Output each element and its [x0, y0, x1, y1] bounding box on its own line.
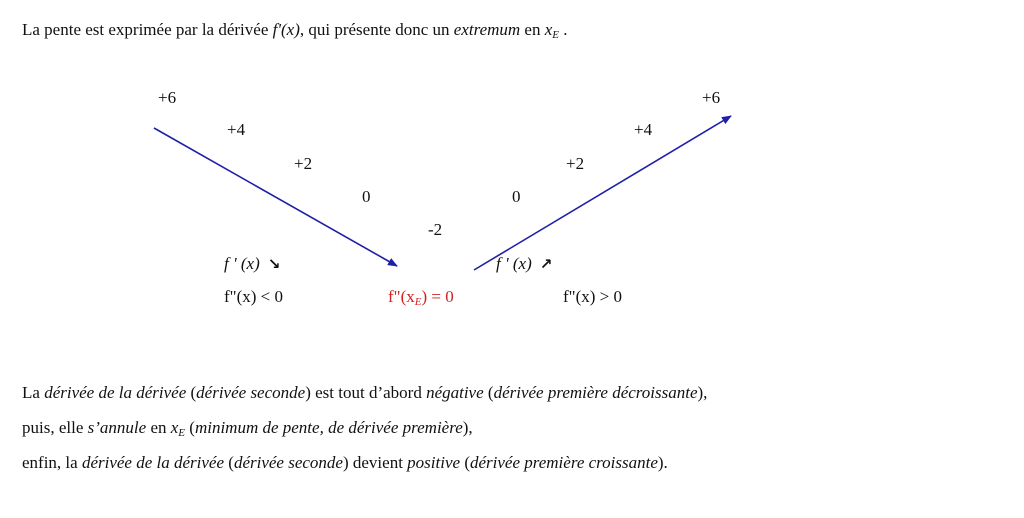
slope-label-right-1: 0: [512, 187, 521, 206]
arrow-down-right-icon: ↘: [267, 255, 281, 273]
p1-b: dérivée de la dérivée: [44, 383, 187, 402]
intro-sub: E: [552, 29, 559, 41]
intro-text-1: La pente est exprimée par la dérivée: [22, 20, 273, 39]
left-fprime-label: [224, 254, 280, 274]
slope-label-left-3: +2: [294, 154, 313, 173]
p1-f: négative: [426, 383, 484, 402]
p1-h: dérivée première décroissante: [493, 383, 698, 402]
p2-sub: E: [178, 427, 186, 439]
left-fprime-text: f ' (x): [224, 254, 260, 273]
intro-fprime: f'(x): [272, 20, 300, 39]
p3-c: (: [224, 453, 234, 472]
slope-label-left-4: 0: [362, 187, 371, 206]
intro-text-3: en: [520, 20, 545, 39]
p2-a: puis, elle: [22, 418, 88, 437]
left-fsecond-label: f"(x) < 0: [224, 287, 284, 306]
paragraph-line-1: [22, 383, 707, 403]
right-fprime-label: [496, 254, 552, 274]
p1-c: (: [186, 383, 197, 402]
decreasing-slope-arrow: [154, 128, 397, 266]
p2-d: (: [185, 418, 195, 437]
p3-f: positive: [407, 453, 461, 472]
p1-a: La: [22, 383, 45, 402]
p3-d: dérivée seconde: [233, 453, 343, 472]
p3-h: dérivée première croissante: [469, 453, 658, 472]
p1-d: dérivée seconde: [196, 383, 306, 402]
p2-x: x: [170, 418, 179, 437]
paragraph-line-3: [22, 453, 668, 473]
center-fsecond-label: [388, 287, 454, 308]
p3-b: dérivée de la dérivée: [81, 453, 225, 472]
p2-c: en: [146, 418, 171, 437]
arrow-up-right-icon: ↗: [539, 255, 553, 273]
slope-label-left-1: +6: [158, 88, 177, 107]
slope-label-center: -2: [428, 220, 443, 239]
right-fprime-text: f ' (x): [496, 254, 532, 273]
paragraph-line-2: [22, 418, 473, 439]
slope-label-right-2: +2: [566, 154, 585, 173]
slope-label-left-2: +4: [227, 120, 246, 139]
intro-extremum: extremum: [453, 20, 521, 39]
slope-label-right-4: +6: [702, 88, 721, 107]
p2-f: ),: [462, 418, 473, 437]
p3-a: enfin, la: [22, 453, 82, 472]
p1-e: ) est tout d’abord: [305, 383, 427, 402]
slope-label-right-3: +4: [634, 120, 653, 139]
p1-i: ),: [697, 383, 708, 402]
intro-text-4: .: [559, 20, 568, 39]
intro-text-2: , qui présente donc un: [299, 20, 454, 39]
center-fsecond-b: ) = 0: [421, 287, 454, 306]
p2-b: s’annule: [87, 418, 147, 437]
center-fsecond-sub: E: [414, 296, 422, 308]
p1-g: (: [483, 383, 494, 402]
p3-i: ).: [657, 453, 668, 472]
p2-e: minimum de pente, de dérivée première: [194, 418, 463, 437]
p3-g: (: [460, 453, 470, 472]
intro-x: x: [544, 20, 553, 39]
p3-e: ) devient: [342, 453, 408, 472]
center-fsecond-a: f"(x: [388, 287, 415, 306]
right-fsecond-label: f"(x) > 0: [563, 287, 623, 306]
